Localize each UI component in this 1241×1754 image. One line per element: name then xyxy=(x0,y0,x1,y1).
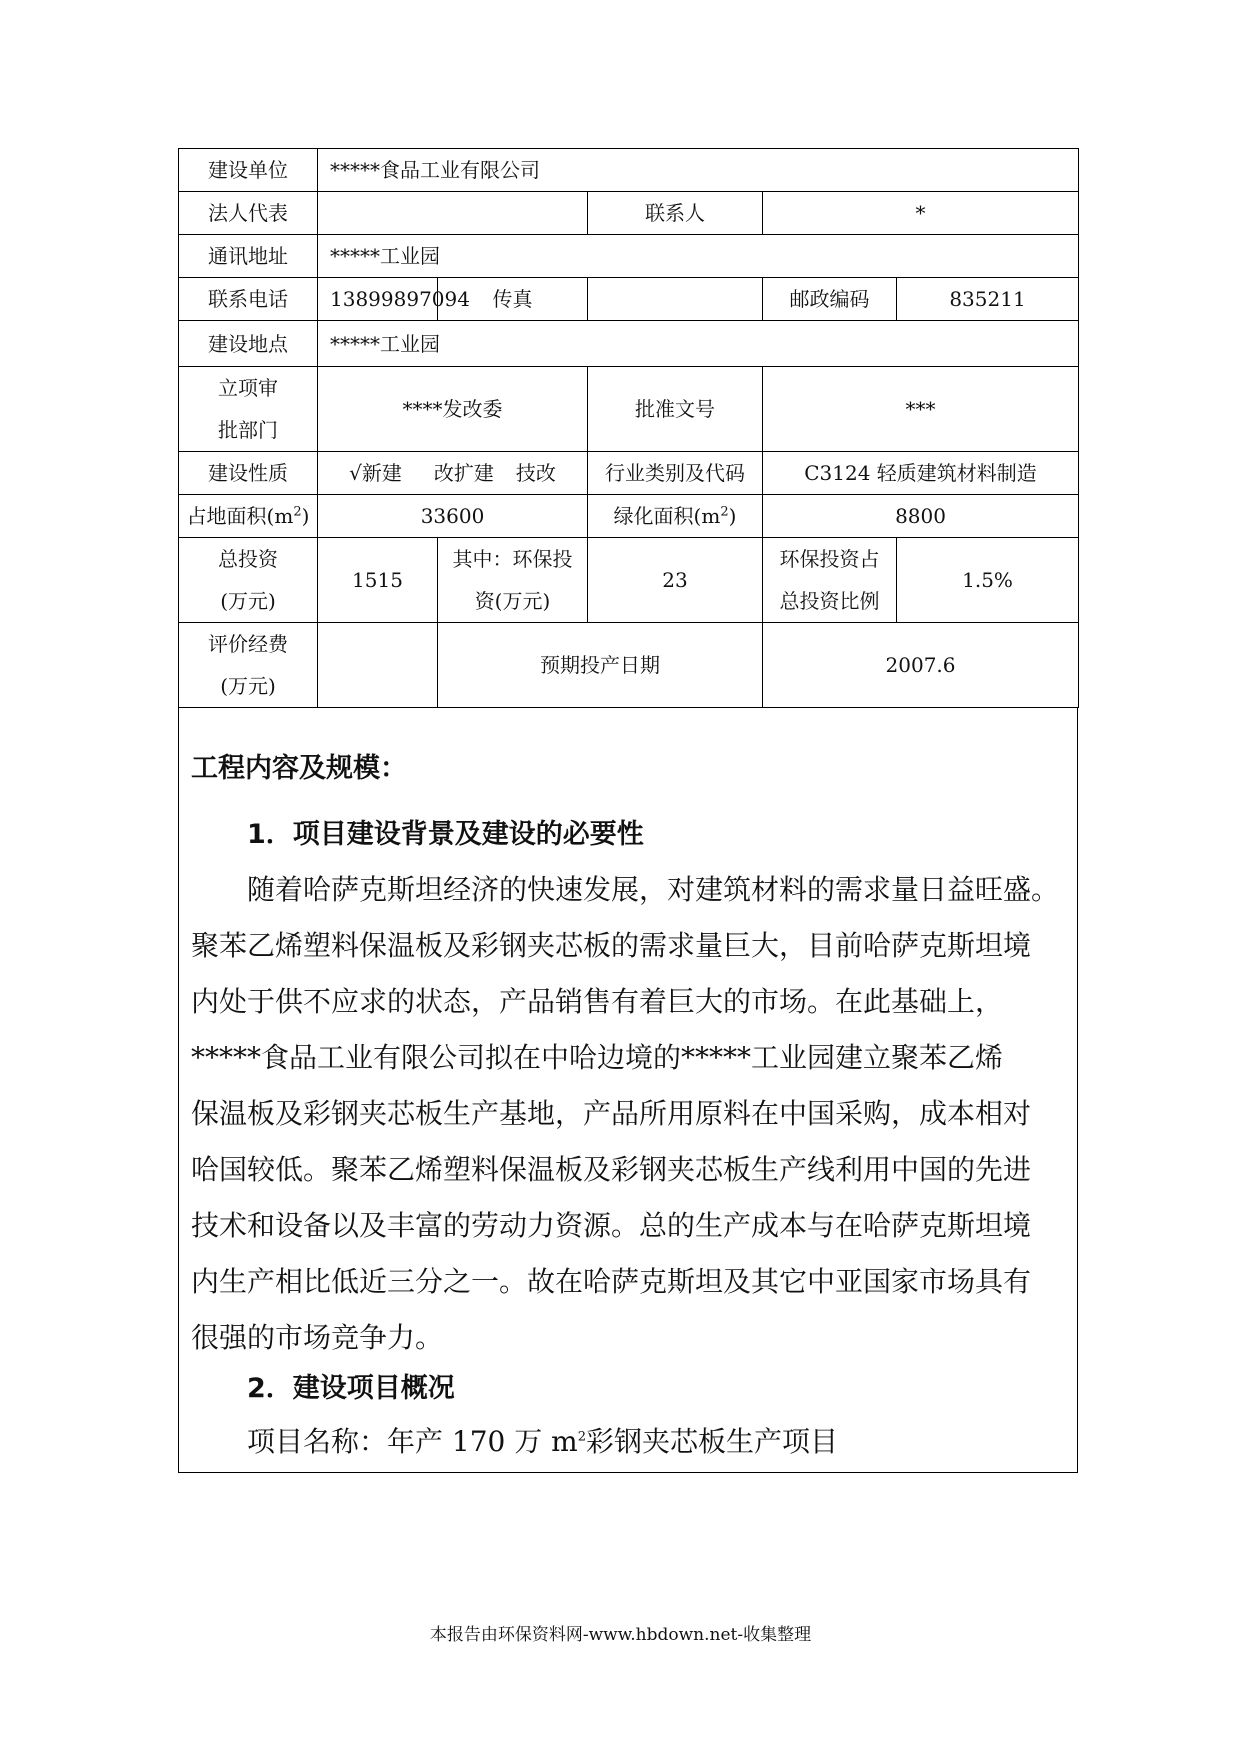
value-production-date: 2007.6 xyxy=(763,623,1079,708)
value-contact: * xyxy=(763,192,1079,235)
label-approval-no: 批准文号 xyxy=(588,367,763,452)
section-heading: 工程内容及规模： xyxy=(191,753,407,784)
value-phone: 13899897094 xyxy=(318,278,438,321)
label-evaluation-fee: 评价经费 (万元) xyxy=(179,623,318,708)
value-postal: 835211 xyxy=(897,278,1079,321)
label-env-ratio: 环保投资占 总投资比例 xyxy=(763,538,897,623)
label-production-date: 预期投产日期 xyxy=(438,623,763,708)
value-legal-rep xyxy=(318,192,588,235)
label-green-area: 绿化面积$(m^2)$ xyxy=(588,495,763,538)
value-location: *****工业园 xyxy=(318,321,1079,367)
label-legal-rep: 法人代表 xyxy=(179,192,318,235)
label-phone: 联系电话 xyxy=(179,278,318,321)
section2-title: 2．建设项目概况 xyxy=(247,1373,455,1404)
label-total-investment: 总投资 (万元) xyxy=(179,538,318,623)
label-construction-unit: 建设单位 xyxy=(179,149,318,192)
label-industry: 行业类别及代码 xyxy=(588,452,763,495)
option-expand: 改扩建 xyxy=(433,461,494,485)
label-address: 通讯地址 xyxy=(179,235,318,278)
value-approval-no: *** xyxy=(763,367,1079,452)
value-nature xyxy=(318,452,588,495)
value-env-ratio: 1.5% xyxy=(897,538,1079,623)
label-nature: 建设性质 xyxy=(179,452,318,495)
value-env-investment: 23 xyxy=(588,538,763,623)
label-land-area: 占地面积$(m^2)$ xyxy=(179,495,318,538)
option-renovate: 技改 xyxy=(515,461,556,485)
value-fax xyxy=(588,278,763,321)
project-info-table xyxy=(178,148,1079,708)
value-address: *****工业园 xyxy=(318,235,1079,278)
option-new: √新建 xyxy=(349,461,402,485)
value-land-area: 33600 xyxy=(318,495,588,538)
value-total-investment: 1515 xyxy=(318,538,438,623)
section1-title: 1．项目建设背景及建设的必要性 xyxy=(247,819,644,850)
label-env-investment: 其中：环保投 资(万元) xyxy=(438,538,588,623)
value-industry: C3124 轻质建筑材料制造 xyxy=(763,452,1079,495)
value-approval-dept: ****发改委 xyxy=(318,367,588,452)
section1-paragraph: 随着哈萨克斯坦经济的快速发展，对建筑材料的需求量日益旺盛。 聚苯乙烯塑料保温板及彩钢夹芯板的需求量巨大，目前哈萨克斯坦境 内处于供不应求的状态，产品销售有着巨大的市场。在此基础上， *****食品工业有限公司拟在中哈边境的*****工业园建立聚苯乙烯 保温板及彩钢夹芯板生产基地，产品所用原料在中国采购，成本相对 哈国较低。聚苯乙烯塑料保温板及彩钢夹芯板生产线利用中国的先进 技术和设备以及丰富的劳动力资源。总的生产成本与在哈萨克斯坦境 内生产相比低近三分之一。故在哈萨克斯坦及其它中亚国家市场具有 很强的市场竞争力。 xyxy=(191,873,1060,1354)
value-green-area: 8800 xyxy=(763,495,1079,538)
value-construction-unit: *****食品工业有限公司 xyxy=(318,149,1079,192)
label-approval-dept: 立项审 批部门 xyxy=(179,367,318,452)
label-postal: 邮政编码 xyxy=(763,278,897,321)
page-footer: 本报告由环保资料网-www.hbdown.net-收集整理 xyxy=(429,1625,812,1645)
project-content-section xyxy=(178,708,1078,1473)
label-location: 建设地点 xyxy=(179,321,318,367)
value-evaluation-fee xyxy=(318,623,438,708)
label-contact: 联系人 xyxy=(588,192,763,235)
project-name-line: 项目名称：年产 170 万 $m^2$彩钢夹芯板生产项目 xyxy=(247,1425,838,1458)
label-fax: 传真 xyxy=(438,278,588,321)
